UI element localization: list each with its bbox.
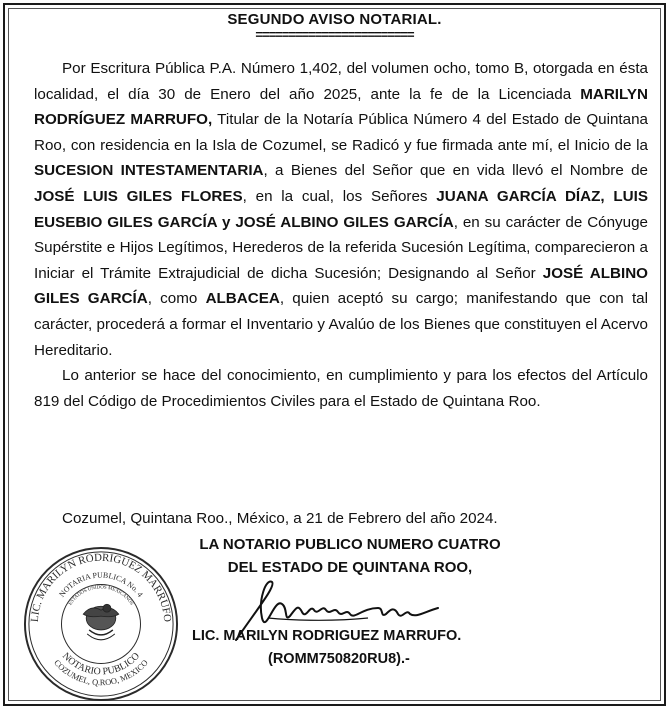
notary-name: LIC. MARILYN RODRIGUEZ MARRUFO. (192, 628, 462, 644)
title-underline: ======================== (255, 27, 414, 42)
notary-title (170, 533, 530, 579)
p1-text-7: , quien aceptó su cargo; manifestando que con tal carácter, procederá a formar el Inventario y Avalúo de los Bienes que constituyen el Acervo Hereditario. (34, 290, 648, 359)
p1-bold-heirs: JUANA GARCÍA DÍAZ, LUIS EUSEBIO GILES GARCÍA y JOSÉ ALBINO GILES GARCÍA (34, 187, 648, 231)
p1-text-4: , en la cual, los Señores (242, 187, 437, 205)
notary-title-line-1: LA NOTARIO PUBLICO NUMERO CUATRO (199, 536, 501, 553)
notice-body (34, 56, 648, 414)
eagle-emblem-icon (83, 604, 119, 640)
seal-center-text: ESTADOS UNIDOS MEXICANOS (68, 585, 134, 607)
p1-text-1: Por Escritura Pública P.A. Número 1,402, del volumen ocho, tomo B, otorgada en ésta localidad, el día 30 de Enero del año 2025, ante la fe de la Licenciada (34, 60, 648, 103)
seal-bottom-text: NOTARIO PUBLICO (59, 650, 143, 678)
paragraph-2: Lo anterior se hace del conocimiento, en cumplimiento y para los efectos del Artículo 819 del Código de Procedimientos Civiles para el Estado de Quintana Roo. (34, 367, 648, 410)
seal-bottom-text-2: COZUMEL, Q.ROO, MEXICO (52, 658, 150, 688)
p1-bold-succession: SUCESION INTESTAMENTARIA (34, 162, 264, 180)
p1-bold-deceased: JOSÉ LUIS GILES FLORES (34, 187, 243, 205)
seal-outer-text: LIC. MARILYN RODRIGUEZ MARRUFO (28, 551, 174, 623)
p1-text-3: , a Bienes del Señor que en vida llevó el Nombre de (263, 162, 648, 180)
p1-bold-albacea: ALBACEA (205, 290, 280, 308)
notary-title-line-2: DEL ESTADO DE QUINTANA ROO, (227, 559, 473, 576)
notice-title: SEGUNDO AVISO NOTARIAL. (227, 11, 442, 28)
notary-seal (22, 545, 180, 703)
p1-text-5: , en su carácter de Cónyuge Supérstite e Hijos Legítimos, Herederos de la referida Sucesión Legítima, comparecieron a Iniciar el Trámite Extrajudicial de dicha Sucesión; Designando al Señor (34, 213, 648, 282)
p1-text-6: , como (147, 290, 206, 308)
seal-inner-text: NOTARIA PUBLICA No. 4 (57, 570, 145, 599)
p1-text-2: Titular de la Notaría Pública Número 4 del Estado de Quintana Roo, con residencia en la Isla de Cozumel, se Radicó y fue firmada ante mí, el Inicio de la (34, 111, 648, 154)
p1-bold-albacea-name: JOSÉ ALBINO GILES GARCÍA (34, 264, 648, 308)
paragraph-1 (34, 56, 648, 363)
notary-rfc: (ROMM750820RU8).- (268, 651, 410, 667)
date-line: Cozumel, Quintana Roo., México, a 21 de Febrero del año 2024. (62, 510, 498, 527)
p1-bold-notary: MARILYN RODRÍGUEZ MARRUFO, (34, 85, 648, 129)
